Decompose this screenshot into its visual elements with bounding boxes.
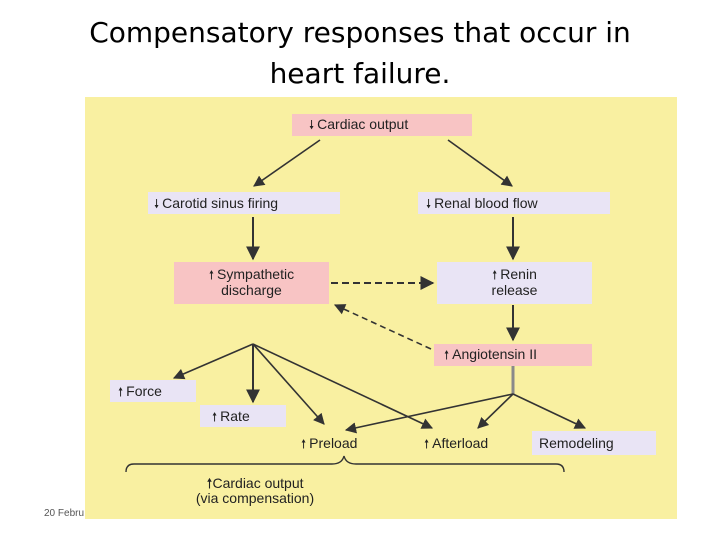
up-arrow-icon: 🠕 — [208, 268, 215, 282]
node-rate — [200, 405, 286, 427]
arrow-cardiac-to-carotid — [254, 140, 320, 186]
node-renin-release — [437, 262, 592, 304]
up-arrow-icon: 🠕 — [206, 475, 213, 491]
node-sympathetic-discharge — [174, 262, 329, 304]
node-label: Sympathetic — [217, 266, 295, 282]
node-label: Force — [126, 383, 162, 399]
node-force — [110, 380, 196, 402]
node-label: Cardiac output — [212, 475, 304, 491]
up-arrow-icon: 🠕 — [212, 410, 218, 424]
node-carotid-sinus-firing — [148, 192, 340, 214]
node-cardiac-output-compensation — [165, 476, 345, 506]
node-label: Renal blood flow — [434, 195, 538, 211]
up-arrow-icon: 🠕 — [492, 268, 498, 282]
node-label: Afterload — [432, 435, 489, 451]
compensation-brace — [126, 456, 564, 472]
node-label: Remodeling — [539, 435, 614, 451]
up-arrow-icon: 🠕 — [424, 437, 430, 451]
node-cardiac-output — [292, 114, 472, 136]
node-renal-blood-flow — [418, 192, 610, 214]
title-line-2: heart failure. — [269, 57, 451, 90]
node-angiotensin-ii — [434, 344, 592, 366]
arrow-cardiac-to-renal — [448, 140, 512, 186]
up-arrow-icon: 🠕 — [301, 437, 307, 451]
up-arrow-icon: 🠕 — [444, 348, 450, 362]
arrow-angiotensin-to-afterload — [478, 394, 513, 428]
node-label: Preload — [309, 435, 358, 451]
node-preload — [297, 433, 397, 453]
down-arrow-icon: 🠗 — [426, 197, 432, 211]
node-label-line2: (via compensation) — [195, 490, 315, 506]
node-remodeling — [532, 431, 656, 455]
node-afterload — [420, 433, 530, 453]
node-label: Rate — [220, 408, 250, 424]
node-label: Carotid sinus firing — [162, 195, 279, 211]
node-label: Renin — [500, 266, 537, 282]
node-label-line2: discharge — [221, 282, 282, 298]
down-arrow-icon: 🠗 — [154, 197, 160, 211]
node-label-line2: release — [491, 282, 538, 298]
down-arrow-icon: 🠗 — [309, 118, 315, 132]
arrow-sympathetic-to-force — [174, 344, 253, 378]
node-label: Angiotensin II — [452, 346, 537, 362]
title-line-1: Compensatory responses that occur in — [89, 16, 631, 49]
arrow-angiotensin-to-remodeling — [513, 394, 585, 428]
node-label: Cardiac output — [317, 116, 409, 132]
footer-date: 20 Febru — [44, 508, 85, 519]
up-arrow-icon: 🠕 — [118, 385, 124, 399]
arrow-angiotensin-to-sympathetic — [335, 305, 431, 349]
